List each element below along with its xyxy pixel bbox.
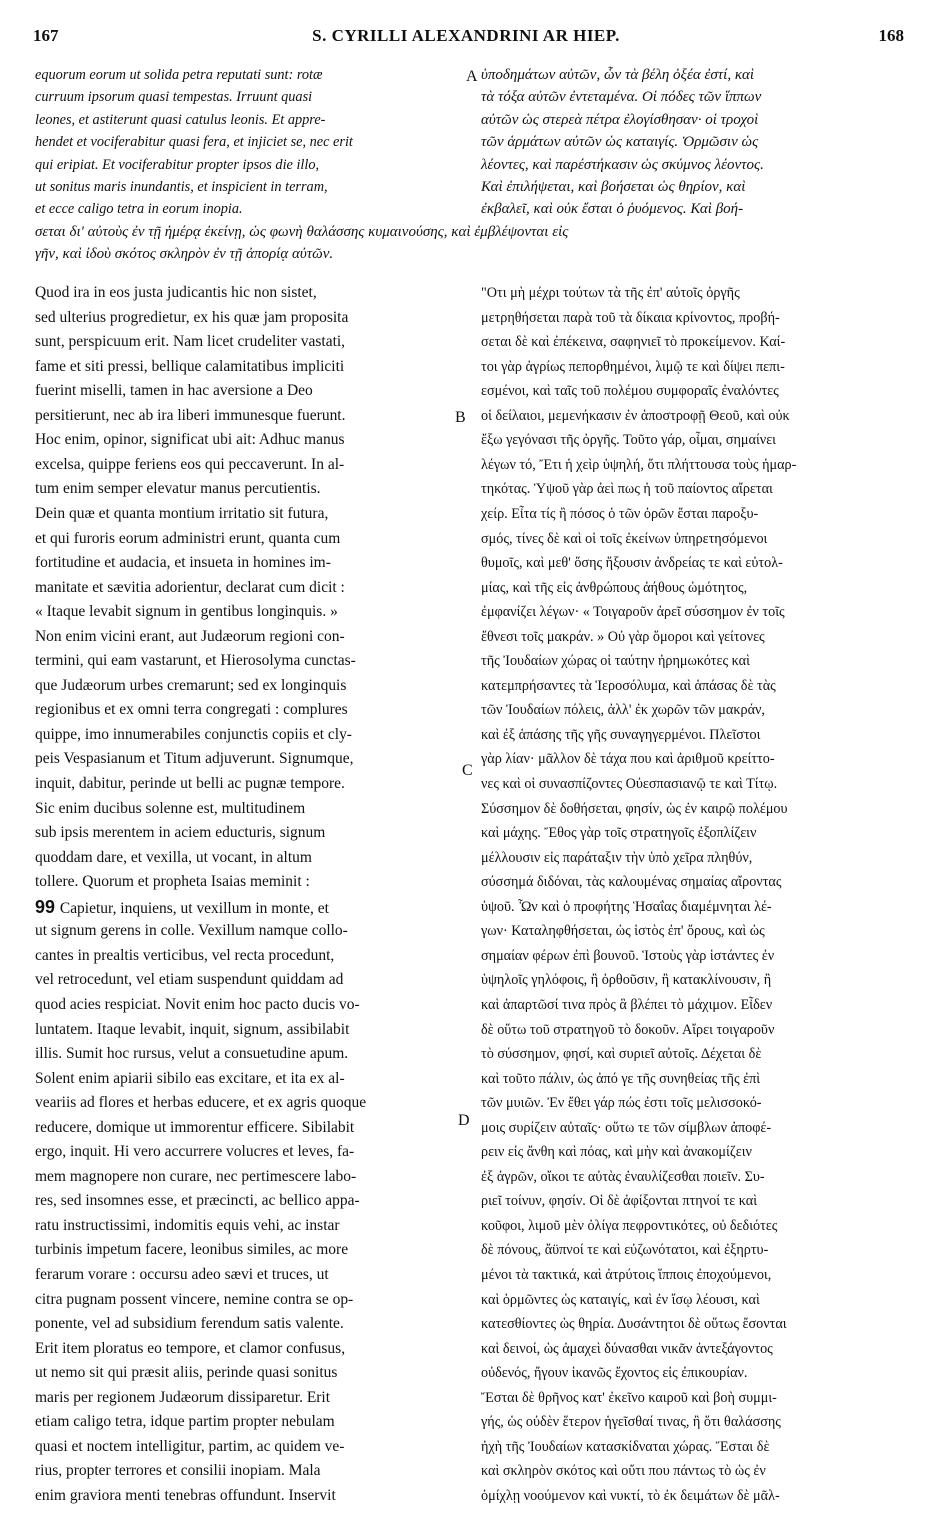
margin-letter-b: B: [455, 409, 466, 426]
text-line: Solent enim apiarii sibilo eas excitare, et ita ex al-: [35, 1069, 345, 1087]
text-line: quippe, imo innumerabiles conjunctis copiis et cly-: [35, 725, 352, 743]
text-line: ponente, vel ad subsidium ferendum satis valente.: [35, 1315, 344, 1333]
text-line: fortitudine et audacia, et insueta in homines im-: [35, 554, 331, 572]
text-line: ὑψηλοῖς γηλόφοις, ἢ ὀρθοῦσιν, ἢ κατακλίνουσιν, ἢ: [481, 972, 772, 989]
text-line: γὰρ λίαν· μᾶλλον δὲ τάχα που καὶ ἀριθμοῦ κρείττο-: [481, 751, 775, 768]
text-line: sed ulterius progredietur, ex his quæ jam proposita: [35, 308, 349, 326]
text-line: rius, propter terrores et consilii inopiam. Mala: [35, 1462, 321, 1480]
text-line: καὶ ἀπαρτῶσί τινα πρὸς ἃ βλέπει τὸ μάχιμον. Εἶδεν: [481, 996, 773, 1013]
text-line: hendet et vociferabitur quasi fera, et injiciet se, nec erit: [35, 134, 353, 151]
text-line: δὲ οὕτω τοῦ στρατηγοῦ τὸ δοκοῦν. Αἴρει τοιγαροῦν: [481, 1021, 775, 1038]
text-line: enim graviora menti tenebras offundunt. Inservit: [35, 1486, 336, 1504]
text-line: regionibus et ex omni terra congregati : complures: [35, 701, 348, 719]
text-line: κοῦφοι, λιμοῦ μὲν ὀλίγα πεφροντικότες, οὐ δεδιότες: [481, 1217, 778, 1234]
text-line: οὐδενός, ἤγουν ἱκανῶς ἔχοντος εἰς ἐπικουρίαν.: [481, 1365, 748, 1382]
text-line: tollere. Quorum et propheta Isaias meminit :: [35, 873, 310, 891]
text-line: ἐμφανίζει λέγων· « Τοιγαροῦν ἀρεῖ σύσσημον ἐν τοῖς: [481, 604, 785, 621]
text-line: et qui furoris eorum administri erunt, quanta cum: [35, 529, 341, 547]
text-line: quod acies respiciat. Novit enim hoc pacto ducis vo-: [35, 995, 360, 1013]
text-line: 99 Capietur, inquiens, ut vexillum in monte, et: [35, 896, 329, 917]
page-number-left: 167: [33, 26, 59, 45]
text-line: termini, qui eam vastarunt, et Hierosolyma cunctas-: [35, 652, 356, 670]
text-line: ὑποδημάτων αὐτῶν, ὧν τὰ βέλη ὀξέα ἐστί, καὶ: [481, 67, 755, 83]
text-line: quoddam dare, et vexilla, ut vocant, in altum: [35, 848, 312, 866]
text-line: cantes in prealtis verticibus, vel recta procedunt,: [35, 946, 335, 964]
text-line: μέλλουσιν εἰς παράταξιν τὴν ὑπὸ χεῖρα πληθύν,: [481, 849, 753, 866]
text-line: οἱ δείλαιοι, μεμενήκασιν ἐν ἀποστροφῇ Θεοῦ, καὶ οὐκ: [481, 407, 790, 424]
text-line: ἔθνεσι τοῖς μακράν. » Οὐ γὰρ ὅμοροι καὶ γείτονες: [481, 628, 765, 645]
text-line: γής, ὡς οὐδὲν ἕτερον ἡγεῖσθαί τινας, ἢ ὅτι θαλάσσης: [481, 1414, 781, 1431]
text-line: maris per regionem Judæorum dissiparetur. Erit: [35, 1388, 331, 1406]
text-line: ut signum gerens in colle. Vexillum namque collo-: [35, 922, 348, 940]
text-line: ferarum vorare : occursu adeo sævi et truces, ut: [35, 1266, 329, 1283]
text-line: γῆν, καὶ ἰδοὺ σκότος σκληρὸν ἐν τῇ ἀπορίᾳ αὐτῶν.: [35, 246, 334, 263]
text-line: persitierunt, nec ab ira liberi immunesque fuerunt.: [35, 406, 346, 424]
text-line: sunt, perspicuum erit. Nam licet crudeliter vastati,: [35, 333, 346, 351]
text-line: καὶ μάχης. Ἔθος γὰρ τοῖς στρατηγοῖς ἐξοπλίζειν: [481, 825, 757, 842]
text-line: θυμοῖς, καὶ μεθ' ὅσης ἥξουσιν ἀνδρείας τε καὶ εὐτολ-: [481, 555, 783, 572]
text-line: ut sonitus maris inundantis, et inspicient in terram,: [35, 179, 328, 195]
text-line: σεται δὲ καὶ ἐπέκεινα, σαφηνιεῖ τὸ προκείμενον. Καί-: [481, 334, 786, 351]
text-line: ρειν εἰς ἄνθη καὶ πόας, καὶ μὴν καὶ ἀνακομίζειν: [481, 1144, 752, 1161]
text-line: τῆς Ἰουδαίων χώρας οἱ ταύτην ἠρημωκότες καὶ: [481, 653, 750, 670]
text-line: Ἔσται δὲ θρῆνος κατ' ἐκεῖνο καιροῦ καὶ βοὴ συμμι-: [481, 1389, 777, 1406]
text-line: σημαίαν φέρων ἐπὶ βουνοῦ. Ἱστοὺς γὰρ ἱστάντες ἐν: [481, 947, 775, 964]
text-line: curruum ipsorum quasi tempestas. Irruunt quasi: [35, 89, 313, 106]
text-line: τῶν μυιῶν. Ἐν ἔθει γάρ πώς ἐστι τοῖς μελισσοκό-: [481, 1095, 762, 1112]
text-line: κατεμπρήσαντες τὰ Ἱεροσόλυμα, καὶ ἁπάσας δὲ τὰς: [481, 677, 776, 694]
text-line: καὶ ὁρμῶντες ὡς καταιγίς, καὶ ἐν ἴσῳ λέουσι, καὶ: [481, 1291, 760, 1308]
text-line: εσμένοι, καὶ ταῖς τοῦ πολέμου συμφοραῖς ἐναλόντες: [481, 383, 779, 400]
text-line: νες καὶ οἱ συνασπίζοντες Οὐεσπασιανῷ τε καὶ Τίτῳ.: [481, 776, 778, 792]
text-line: λέοντες, καὶ παρέστήκασιν ὡς σκύμνος λέοντος.: [481, 156, 764, 173]
text-line: δὲ πόνους, ἄϋπνοί τε καὶ εὐζωνότατοι, καὶ ἐξηρτυ-: [481, 1242, 769, 1259]
text-line: τῶν Ἰουδαίων πόλεις, ἀλλ' ἐκ χωρῶν τῶν μακράν,: [481, 702, 765, 719]
text-line: ἐκβαλεῖ, καὶ οὐκ ἔσται ὁ ῥυόμενος. Καὶ βοή-: [481, 201, 744, 218]
text-line: ratu instructissimi, indomitis equis vehi, ac instar: [35, 1216, 340, 1234]
page-header: [0, 12, 932, 45]
text-line: Σύσσημον δὲ δοθήσεται, φησίν, ὡς ἐν καιρῷ πολέμου: [481, 800, 788, 817]
text-line: Non enim vicini erant, aut Judæorum regioni con-: [35, 627, 345, 645]
text-line: sub ipsis merentem in aciem educturis, signum: [35, 824, 326, 842]
text-line: ἠχὴ τῆς Ἰουδαίων κατασκίδναται χώρας. Ἔσται δὲ: [481, 1438, 770, 1455]
text-line: Dein quæ et quanta montium irritatio sit futura,: [35, 504, 329, 522]
text-line: citra pugnam possent vincere, nemine contra se op-: [35, 1290, 354, 1308]
text-line: etiam caligo tetra, idque partim propter nebulam: [35, 1413, 335, 1431]
text-line: ἔξω γεγόνασι τῆς ὀργῆς. Τοῦτο γάρ, οἶμαι, σημαίνει: [481, 432, 776, 449]
text-line: καὶ σκληρὸν σκότος καὶ οὔτι που πάντως τὸ ὡς ἐν: [481, 1463, 766, 1480]
text-line: turbinis impetum facere, leonibus similes, ac more: [35, 1241, 349, 1259]
text-line: manitate et sævitia adorientur, declarat cum dicit :: [35, 578, 345, 596]
text-line: σεται δι' αὐτοὺς ἐν τῇ ἡμέρᾳ ἐκείνῃ, ὡς φωνὴ θαλάσσης κυμαινούσης, καὶ ἐμβλέψονται εἰς: [35, 224, 569, 240]
text-line: peis Vespasianum et Titum adjuverunt. Signumque,: [35, 750, 354, 768]
page-number-right: 168: [878, 26, 904, 45]
text-line: que Judæorum urbes cremarunt; sed ex longinquis: [35, 676, 347, 694]
text-line: τὰ τόξα αὐτῶν ἐντεταμένα. Οἱ πόδες τῶν ἵππων: [481, 89, 762, 106]
column-number: 99: [35, 896, 60, 917]
text-line: excelsa, quippe feriens eos qui peccaverunt. In al-: [35, 455, 345, 473]
text-line: σμός, τίνες δὲ καὶ οἱ τοῖς ἐκείνων ὑπηρετησόμενοι: [481, 530, 768, 547]
text-line: illis. Sumit hoc rursus, velut a consuetudine apum.: [35, 1045, 349, 1063]
text-line: μένοι τὰ τακτικά, καὶ ἀτρύτοις ἵπποις ἐποχούμενοι,: [481, 1267, 772, 1283]
text-line: inquit, dabitur, perinde ut belli ac pugnæ tempore.: [35, 775, 345, 792]
text-line: vel retrocedunt, vel etiam suspendunt quiddam ad: [35, 971, 344, 989]
text-line: Sic enim ducibus solenne est, multitudinem: [35, 799, 306, 817]
text-line: σύσσημά διδόναι, τὰς καλουμένας σημαίας αἴροντας: [481, 874, 782, 891]
text-line: καὶ τοῦτο πάλιν, ὡς ἀπό γε τῆς συνηθείας τῆς ἐπὶ: [481, 1070, 761, 1087]
text-line: tum enim semper elevatur manus percutientis.: [35, 480, 321, 498]
running-title: S. CYRILLI ALEXANDRINI AR HIEP.: [312, 26, 620, 45]
text-line: et ecce caligo tetra in eorum inopia.: [35, 201, 243, 218]
text-line: λέγων τό, Ἔτι ἡ χεὶρ ὑψηλή, ὅτι πλήττουσα τοὺς ἡμαρ-: [481, 456, 797, 473]
text-line: « Itaque levabit signum in gentibus longinquis. »: [35, 603, 338, 621]
text-line: ἐξ ἀγρῶν, οἴκοι τε αὐτὰς ἐναυλίζεσθαι ποιεῖν. Συ-: [481, 1168, 765, 1185]
margin-letter-d: D: [458, 1112, 470, 1129]
text-line: Erit item ploratus eo tempore, et clamor confusus,: [35, 1339, 346, 1357]
text-line: ut nemo sit qui præsit aliis, perinde quasi sonitus: [35, 1364, 338, 1382]
text-line: ὁμίχλῃ νοούμενον καὶ νυκτί, τὸ ἐκ δειμάτων δὲ μᾶλ-: [481, 1487, 780, 1504]
text-line: τὸ σύσσημον, φησί, καὶ συριεῖ αὐτοῖς. Δέχεται δὲ: [481, 1046, 762, 1063]
text-line: fame et siti pressi, bellique calamitatibus impliciti: [35, 357, 345, 375]
text-line: mem magnopere non curare, nec pertimescere labo-: [35, 1167, 357, 1185]
text-line: fuerint miselli, tamen in hac aversione a Deo: [35, 382, 313, 400]
text-line: τηκότας. Ὑψοῦ γὰρ ἀεὶ πως ἡ τοῦ παίοντος αἴρεται: [481, 481, 773, 498]
text-line: Hoc enim, opinor, significat ubi ait: Adhuc manus: [35, 431, 345, 449]
text-line: κατεσθίοντες ὡς θηρία. Δυσάντητοι δὲ οὕτως ἔσονται: [481, 1316, 787, 1333]
text-line: luntatem. Itaque levabit, inquit, signum, assibilabit: [35, 1020, 350, 1038]
text-line: καὶ δεινοί, ὡς ἀμαχεὶ δύνασθαι νικᾶν ἀντεξάγοντος: [481, 1340, 773, 1357]
text-line: quasi et noctem intelligitur, partim, ac quidem ve-: [35, 1437, 345, 1455]
text-line: "Οτι μὴ μέχρι τούτων τὰ τῆς ἐπ' αὐτοῖς ὀργῆς: [481, 285, 740, 301]
margin-letter-a: A: [466, 68, 478, 85]
text-line: γων· Καταληφθήσεται, ὡς ἱστὸς ἐπ' ὄρους, καὶ ὡς: [481, 923, 765, 940]
text-line: res, sed insomnes esse, et præcincti, ac bellico appa-: [35, 1192, 360, 1210]
text-line: μοις συρίζειν αὐταῖς· οὕτω τε τῶν σίμβλων ἀποφέ-: [481, 1119, 772, 1136]
text-line: τοι γὰρ ἀγρίως πεπορθημένοι, λιμῷ τε καὶ δίψει πεπι-: [481, 358, 785, 375]
text-line: reducere, domique ut immorentur efficere. Sibilabit: [35, 1118, 355, 1136]
text-line: μετρηθήσεται παρὰ τοῦ τὰ δίκαια κρίνοντος, προβή-: [481, 309, 780, 326]
text-line: τῶν ἁρμάτων αὐτῶν ὡς καταιγίς. Ὁρμῶσιν ὡς: [481, 134, 759, 151]
text-line: Quod ira in eos justa judicantis hic non sistet,: [35, 284, 317, 301]
text-line: qui eripiat. Et vociferabitur propter ipsos die illo,: [35, 156, 320, 173]
text-line: ριεῖ τοίνυν, φησίν. Οἱ δὲ ἀφίξονται πτηνοί τε καὶ: [481, 1193, 758, 1210]
margin-letter-c: C: [462, 762, 473, 779]
text-line: αὐτῶν ὡς στερεὰ πέτρα ἐλογίσθησαν· οἱ τροχοὶ: [481, 111, 759, 128]
text-line: καὶ ἐξ ἁπάσης τῆς γῆς συναγηγερμένοι. Πλεῖστοι: [481, 726, 761, 743]
text-line: veariis ad flores et herbas educere, et ex agris quoque: [35, 1094, 367, 1112]
text-line: ergo, inquit. Hi vero accurrere volucres et leves, fa-: [35, 1143, 355, 1161]
text-line: Καὶ ἐπιλήψεται, καὶ βοήσεται ὡς θηρίον, καὶ: [481, 179, 746, 195]
text-line: ὑψοῦ. Ὧν καὶ ὁ προφήτης Ἡσαΐας διαμέμνηται λέ-: [481, 898, 772, 915]
text-line: χείρ. Εἶτα τίς ἢ πόσος ὁ τῶν ὀρῶν ἔσται παροξυ-: [481, 505, 759, 522]
text-line: equorum eorum ut solida petra reputati sunt: rotæ: [35, 67, 323, 83]
text-line: μίας, καὶ τῆς εἰς ἀνθρώπους ἀήθους ὠμότητος,: [481, 579, 748, 596]
text-line: leones, et astiterunt quasi catulus leonis. Et appre-: [35, 111, 326, 128]
